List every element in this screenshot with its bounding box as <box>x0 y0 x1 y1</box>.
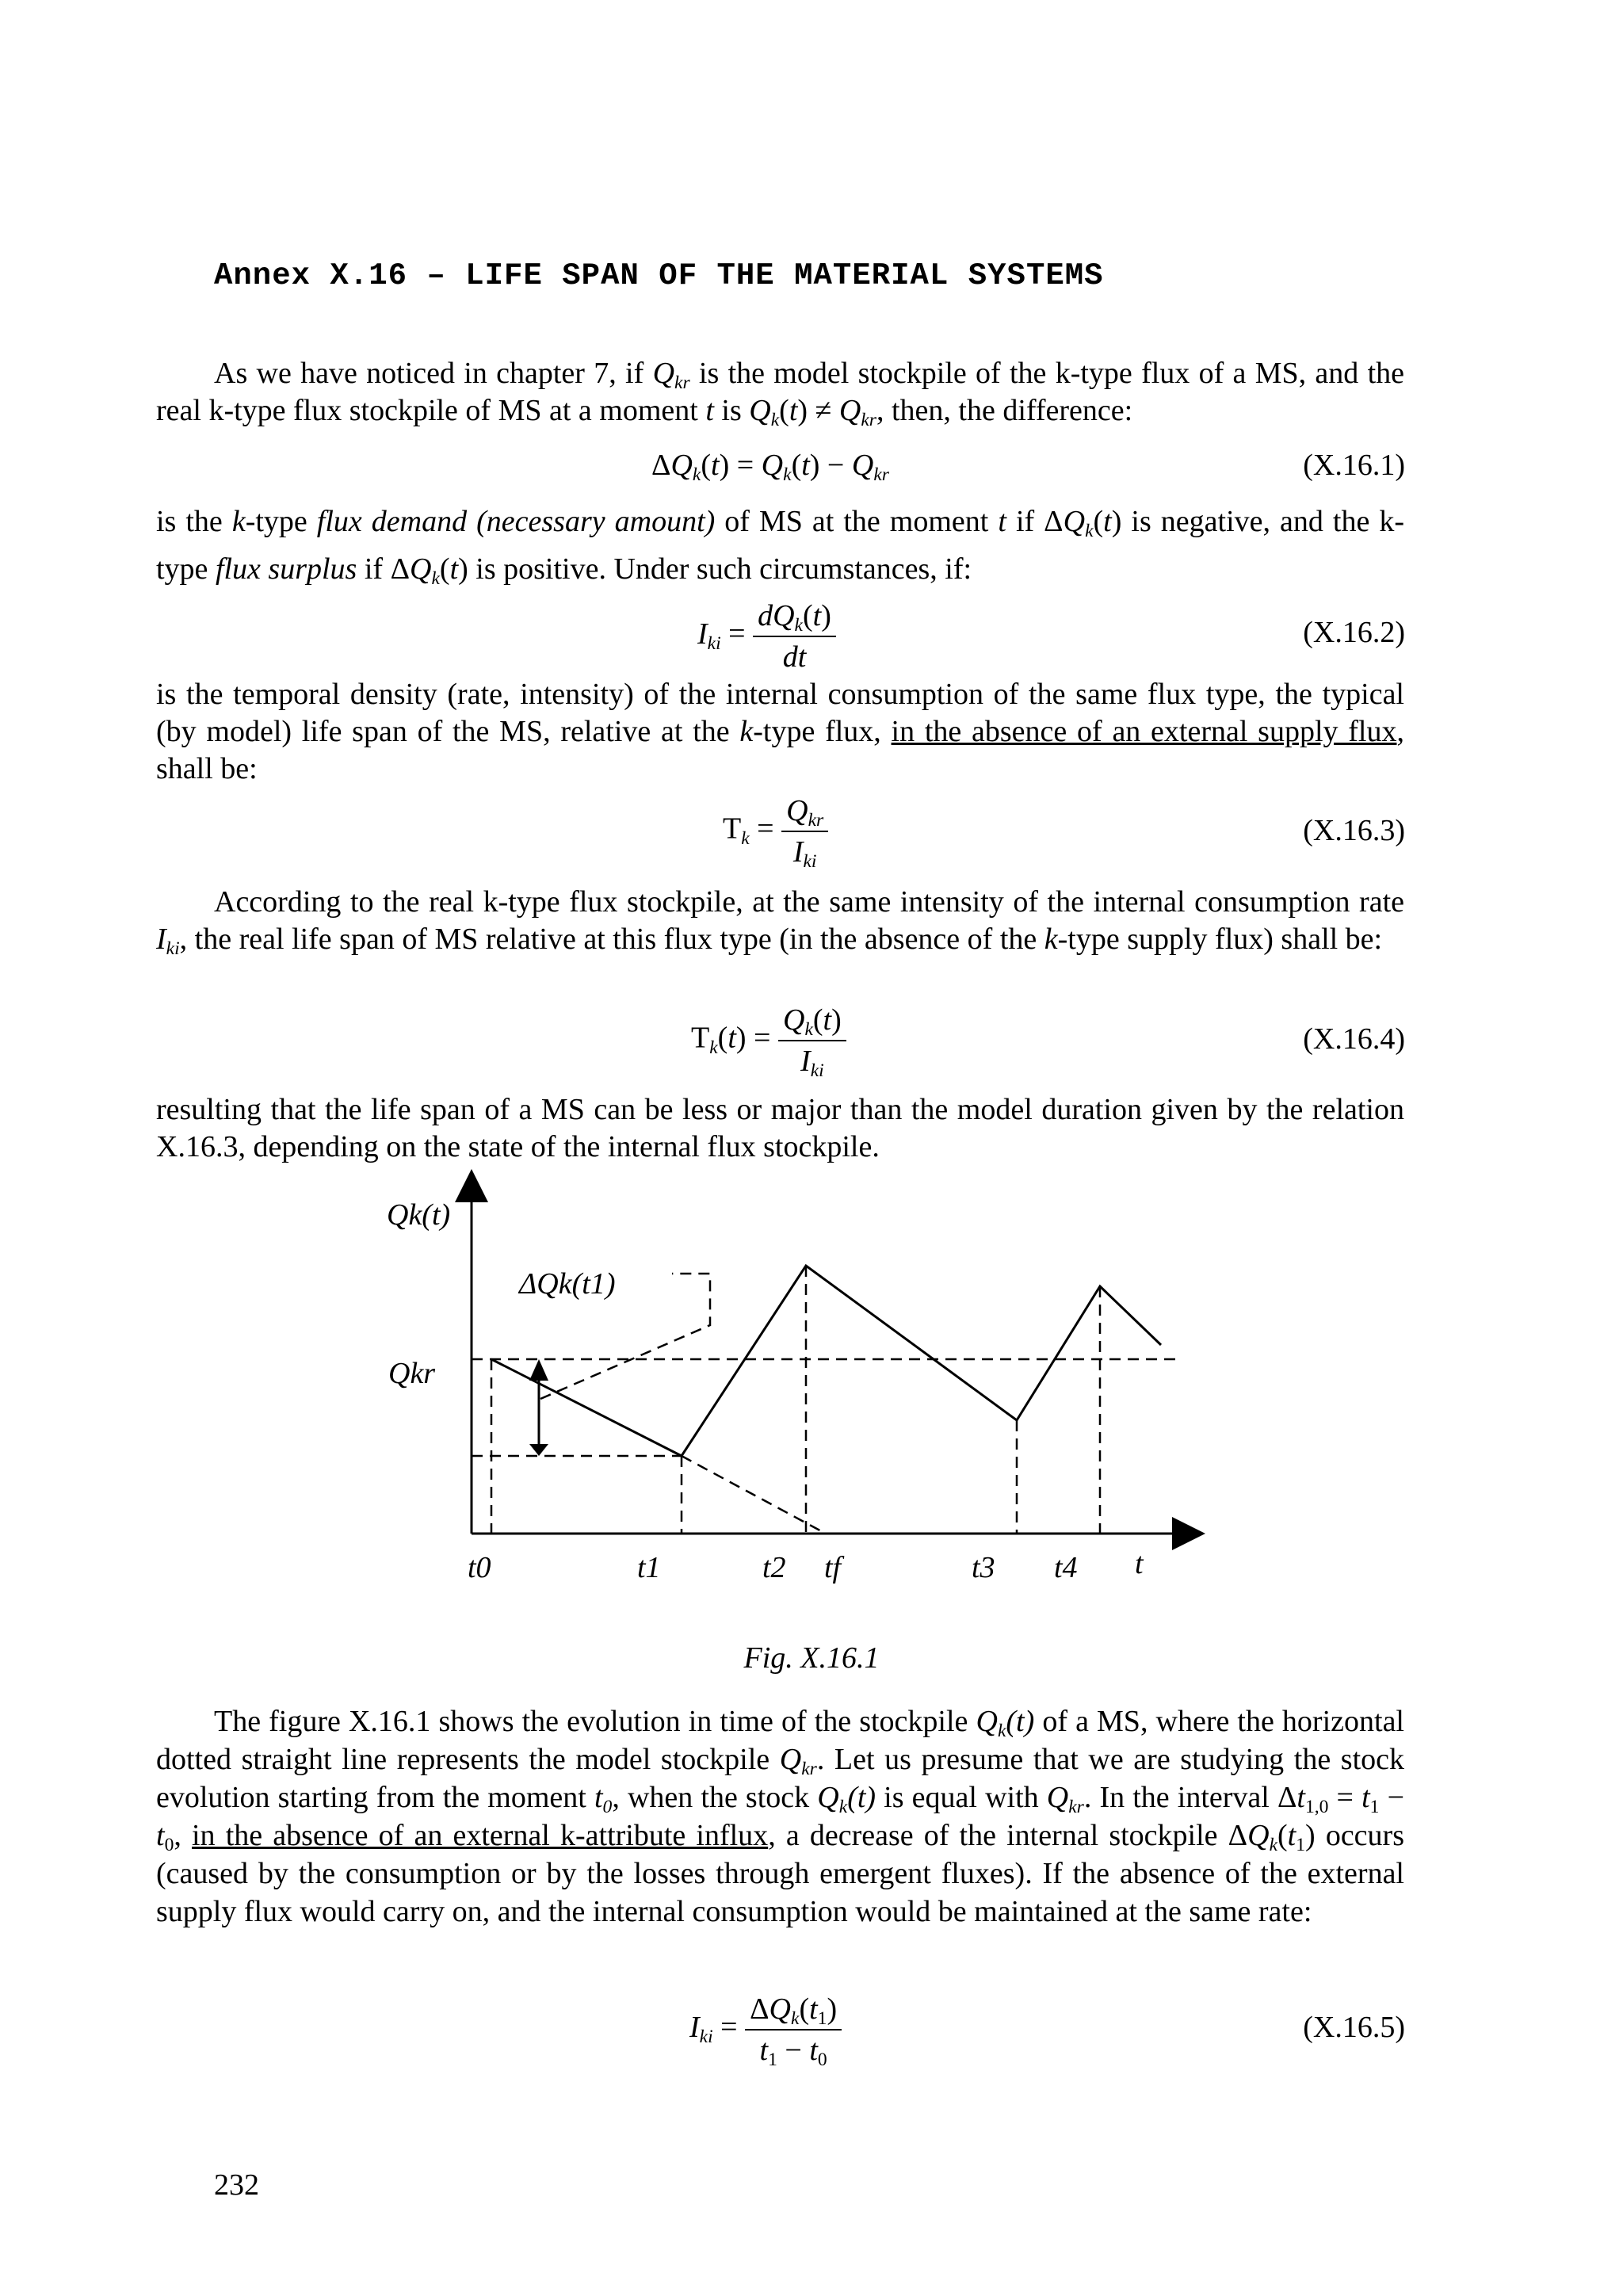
paragraph-3: is the temporal density (rate, intensity) of the internal consumption of the same flux type, the typical (by model) life span of the MS, relative at the k-type flux, in the absence of an external supply flux, shall be: <box>156 678 1404 785</box>
page-number: 232 <box>214 2168 259 2202</box>
paragraph-4: According to the real k-type flux stockpile, at the same intensity of the internal consumption rate $I_{ki}$, the real life span of MS relative at this flux type (in the absence of the k-type supply flux) shall be: <box>156 885 1404 960</box>
paragraph-1: As we have noticed in chapter 7, if $Q_{kr}$ is the model stockpile of the k-type flux of a MS, and the real k-type flux stockpile of MS at a moment t is $Q_k(t) \ne Q_{kr}$, then, the difference: <box>156 357 1405 431</box>
equation-x-16-5: $I_{ki}$ = $\frac{\Delta Q_k(t_1)}{t_1 - t_0}$ <box>689 1989 842 2070</box>
equation-x-16-1: $\Delta Q_k(t) = Q_k(t) - Q_{kr}$ <box>651 449 889 486</box>
equation-x-16-2: $I_{ki}$ = $\frac{dQ_k(t)}{dt}$ <box>697 596 836 677</box>
y-axis-label: Qk(t) <box>387 1198 451 1232</box>
paragraph-2: is the k-type flux demand (necessary amount) of MS at the moment t if $\Delta Q_k(t)$ is negative, and the k-type flux surplus if $\Delta Q_k(t)$ is positive. Under such circumstances, if: <box>156 505 1404 590</box>
x-label-tf: tf <box>824 1551 842 1584</box>
x-label-t: t <box>1135 1547 1144 1580</box>
paragraph-6: The figure X.16.1 shows the evolution in time of the stockpile $Q_k(t)$ of a MS, where the horizontal dotted straight line represents the model stockpile $Q_{kr}$. Let us presume that we are studying the stock evolution starting from the moment $t_0$, when the stock $Q_k(t)$ is equal with $Q_{kr}$. In the interval $\Delta t_{1,0} = t_1 - t_0$, in the absence of an external k-attribute influx, a decrease of the internal stockpile $\Delta Q_k(t_1)$ occurs (caused by the consumption or by the losses through emergent fluxes). If the absence of the external supply flux would carry on, and the internal consumption would be maintained at the same rate: <box>156 1705 1405 1928</box>
ref-label: Qkr <box>388 1357 436 1390</box>
delta-arrow-head-bottom <box>529 1444 548 1456</box>
x-label-t2: t2 <box>762 1551 786 1584</box>
x-label-t3: t3 <box>972 1551 995 1584</box>
delta-arrow-head-top <box>529 1359 548 1381</box>
equation-x-16-4: $T_k(t)$ = $\frac{Q_k(t)}{I_{ki}}$ <box>691 1000 846 1081</box>
equation-x-16-3: $T_k$ = $\frac{Q_{kr}}{I_{ki}}$ <box>723 791 828 872</box>
figure-caption: Fig. X.16.1 <box>743 1641 880 1675</box>
paragraph-5: resulting that the life span of a MS can be less or major than the model duration given by the relation X.16.3, depending on the state of the internal flux stockpile. <box>156 1093 1404 1163</box>
equation-number-5: (X.16.5) <box>1303 2011 1405 2044</box>
x-label-t0: t0 <box>468 1551 491 1584</box>
equation-number-4: (X.16.4) <box>1303 1022 1405 1056</box>
delta-label: ΔQk(t1) <box>519 1267 616 1301</box>
x-label-t1: t1 <box>637 1551 661 1584</box>
x-label-t4: t4 <box>1054 1551 1078 1584</box>
annex-heading: Annex X.16 – LIFE SPAN OF THE MATERIAL SYSTEMS <box>214 258 1104 293</box>
equation-number-2: (X.16.2) <box>1303 616 1405 649</box>
equation-number-1: (X.16.1) <box>1303 449 1405 482</box>
projection-line <box>682 1456 826 1534</box>
equation-number-3: (X.16.3) <box>1303 814 1405 847</box>
